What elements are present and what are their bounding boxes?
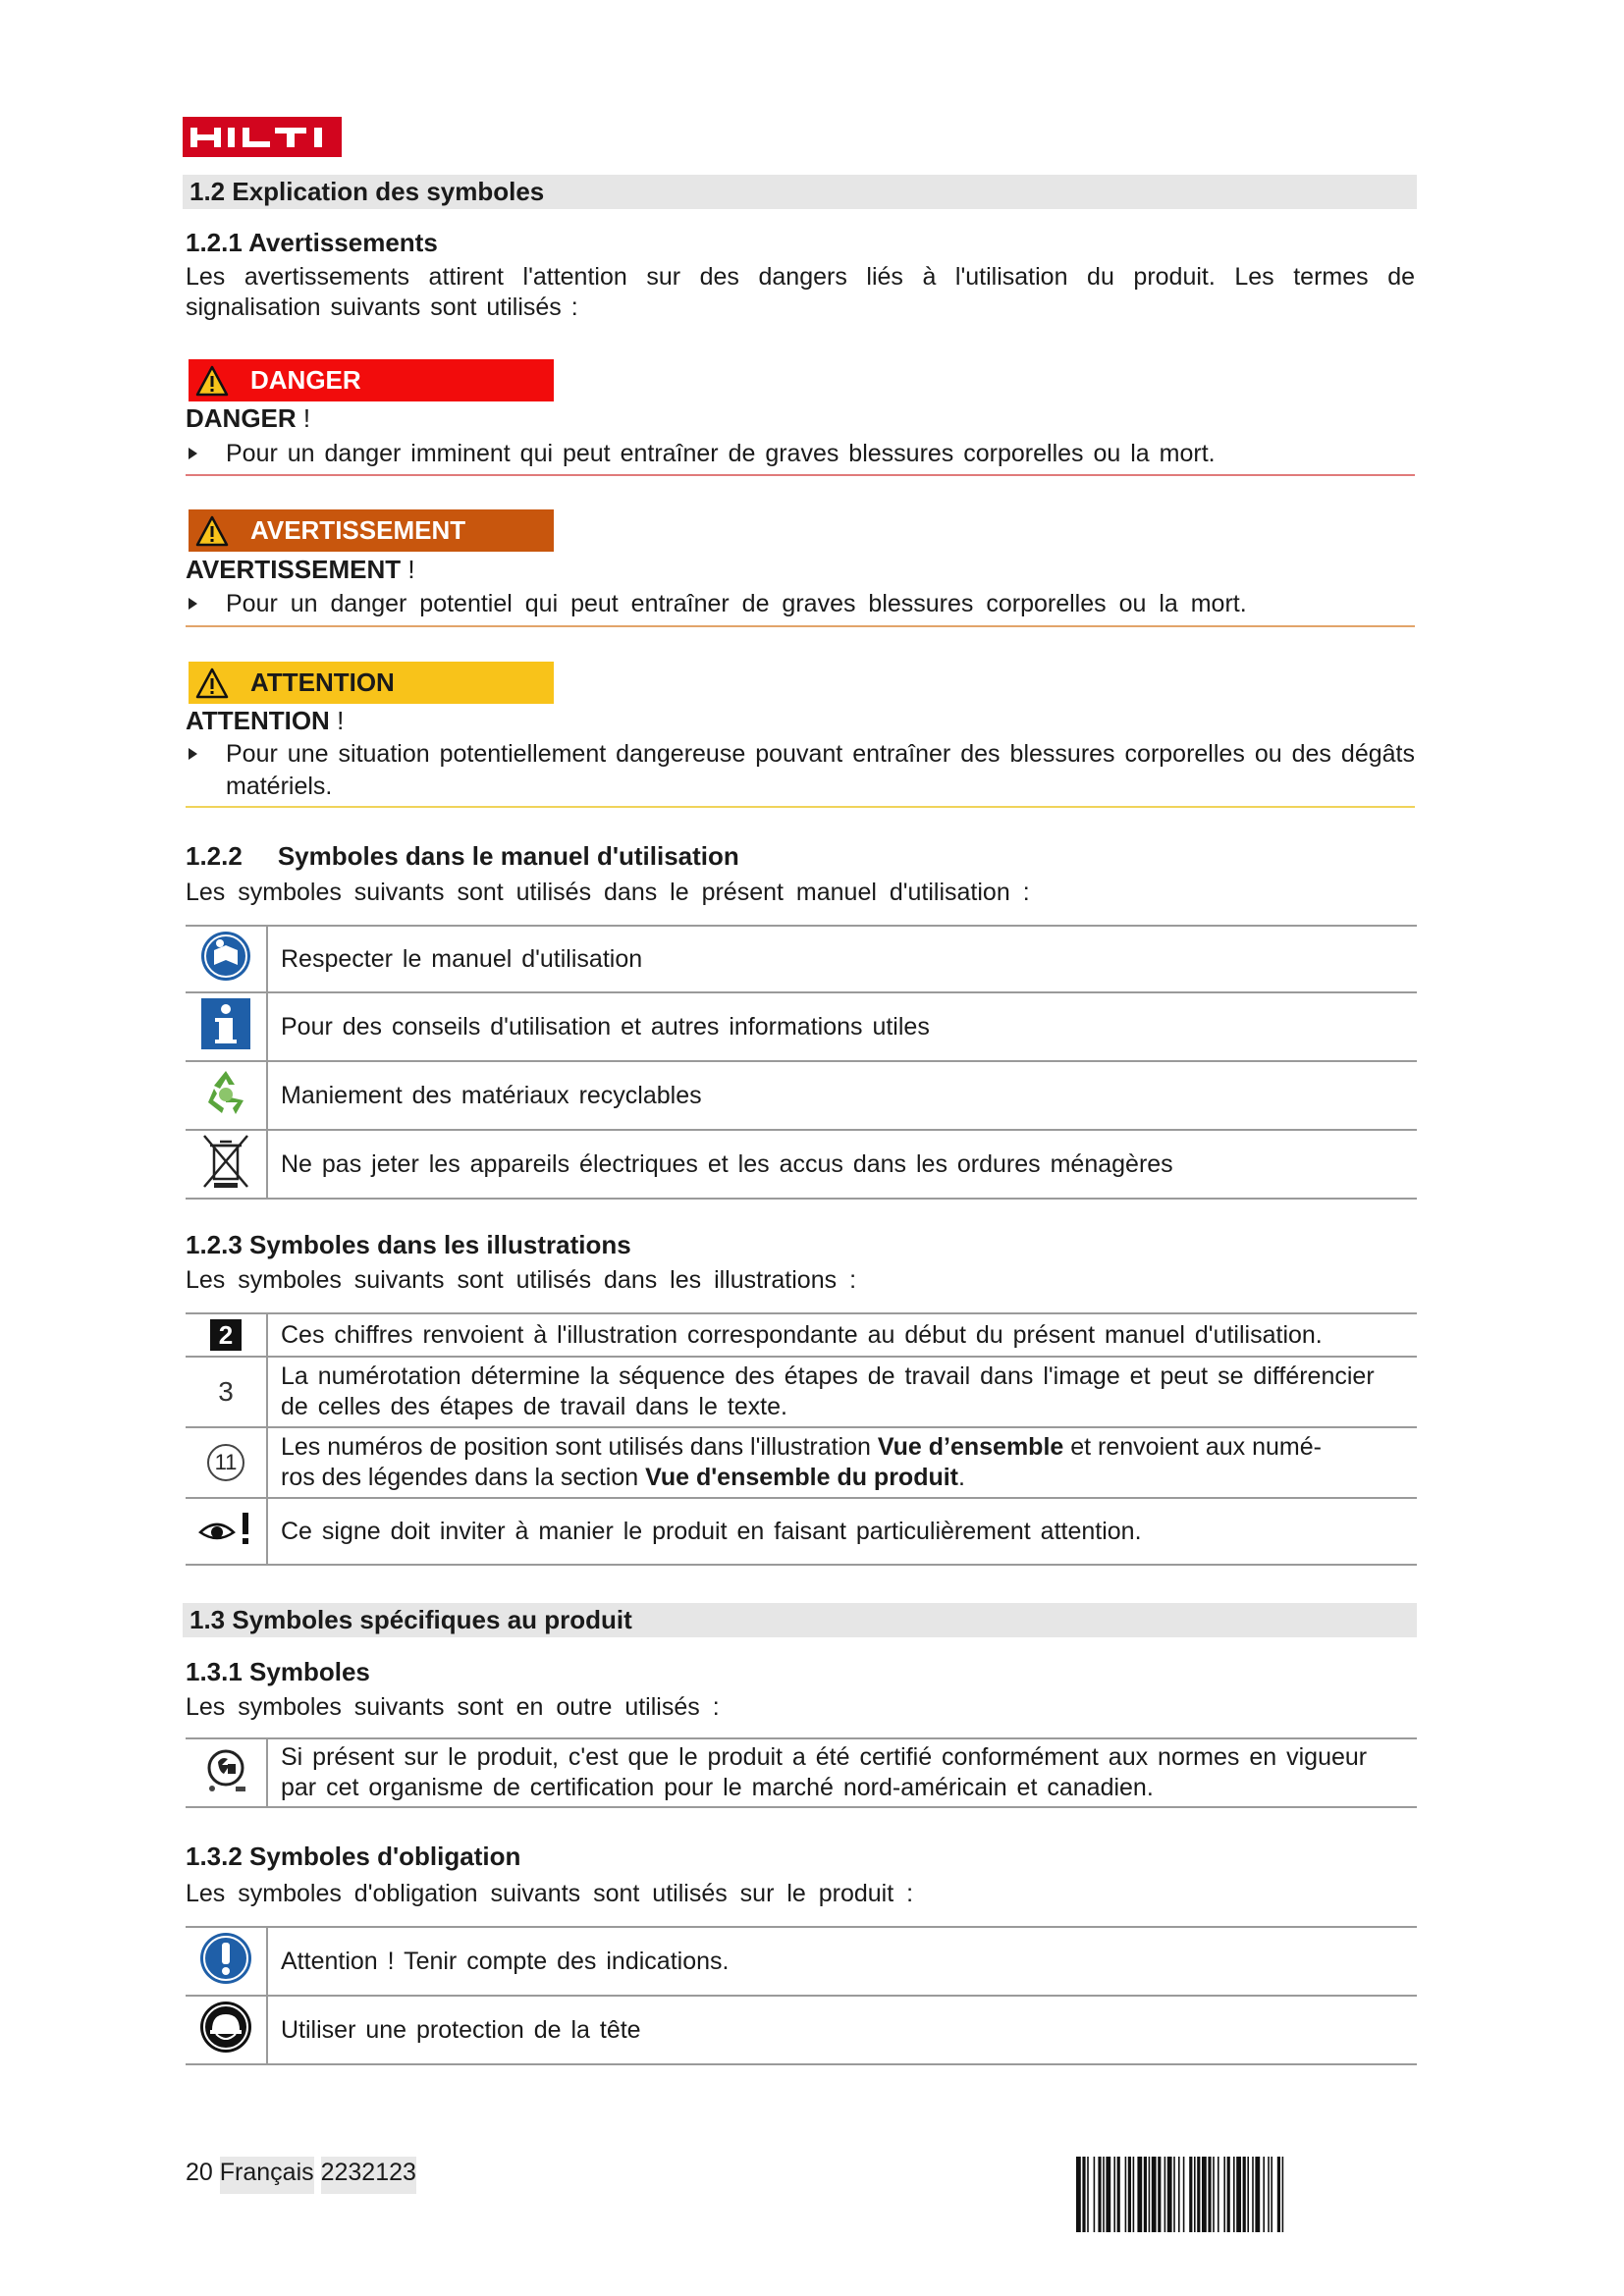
step-number-label: 3 [218, 1376, 234, 1407]
danger-signal-box [189, 359, 554, 401]
table-cell-icon [186, 926, 267, 992]
barcode-bar [1167, 2157, 1172, 2232]
footer-language: Français [220, 2157, 314, 2194]
table-row [186, 1996, 1417, 2064]
barcode-bar [1087, 2157, 1089, 2232]
table-cell-icon [186, 1427, 267, 1498]
table-row [186, 1427, 1417, 1498]
warning-signal-box [189, 509, 554, 552]
table-cell-icon [186, 1738, 267, 1807]
table-row [186, 926, 1417, 992]
warning-triangle-icon [195, 515, 229, 547]
mandatory-exclamation-icon [199, 1932, 252, 1985]
bullet-arrow-icon [189, 748, 197, 760]
info-row-text: Pour des conseils d'utilisation et autres informations utiles [267, 992, 1417, 1061]
table-cell-icon [186, 1357, 267, 1427]
table-row [186, 1357, 1417, 1427]
barcode-bar [1106, 2157, 1110, 2232]
barcode-bar [1213, 2157, 1215, 2232]
danger-title-word: DANGER [186, 403, 297, 433]
barcode-bar [1233, 2157, 1235, 2232]
barcode-bar [1076, 2157, 1081, 2232]
position-line2-bold: Vue d'ensemble du produit [645, 1464, 959, 1491]
barcode-bar [1173, 2157, 1175, 2232]
caution-signal-label: ATTENTION [250, 667, 395, 697]
table-cell-icon [186, 1927, 267, 1996]
position-line1-text-a: Les numéros de position sont utilisés dans l'illustration [281, 1433, 878, 1461]
warning-triangle-icon [195, 365, 229, 397]
danger-signal-label: DANGER [250, 365, 361, 395]
table-cell-icon [186, 1996, 267, 2064]
barcode-bar [1247, 2157, 1249, 2232]
figure-row-text: Ces chiffres renvoient à l'illustration correspondante au début du présent manuel d'utilisation. [267, 1313, 1417, 1357]
barcode-bar [1133, 2157, 1135, 2232]
table-row [186, 1061, 1417, 1130]
barcode-bar [1137, 2157, 1142, 2232]
illustration-symbols-intro: Les symboles suivants sont utilisés dans les illustrations : [186, 1266, 857, 1294]
danger-text: Pour un danger imminent qui peut entraîner de graves blessures corporelles ou la mort. [226, 440, 1216, 467]
caution-bullet [186, 738, 1415, 803]
position-row-line1 [281, 1432, 1417, 1463]
barcode-bar [1271, 2157, 1272, 2232]
hilti-logo-mark [189, 125, 336, 150]
page-number: 20 [186, 2159, 213, 2186]
barcode-bar [1252, 2157, 1254, 2232]
barcode-bar [1164, 2157, 1166, 2232]
bullet-arrow-icon [189, 448, 197, 459]
table-cell-icon [186, 1498, 267, 1565]
caution-title-word: ATTENTION [186, 706, 330, 735]
warning-signal-label: AVERTISSEMENT [250, 515, 466, 545]
barcode-bar [1236, 2157, 1241, 2232]
barcode-bar [1282, 2157, 1284, 2232]
step-row-line2: de celles des étapes de travail dans le texte. [281, 1393, 787, 1420]
barcode-bar [1158, 2157, 1161, 2232]
product-symbols-table [186, 1737, 1417, 1808]
barcode-bar [1218, 2157, 1219, 2232]
position-row-line2 [281, 1463, 1417, 1493]
recycle-row-text: Maniement des matériaux recyclables [267, 1061, 1417, 1130]
position-number-circle: 11 [207, 1444, 244, 1481]
position-line1-text-c: et renvoient aux numé- [1063, 1433, 1322, 1461]
table-row [186, 1927, 1417, 1996]
barcode-bar [1223, 2157, 1225, 2232]
warning-title-suffix: ! [401, 555, 415, 584]
barcode-bar [1183, 2157, 1185, 2232]
csa-row-line1: Si présent sur le produit, c'est que le produit a été certifié conformément aux normes en vigueur [281, 1743, 1368, 1771]
barcode-bar [1263, 2157, 1265, 2232]
hilti-logo [183, 117, 342, 157]
barcode-bar [1117, 2157, 1120, 2232]
warning-text: Pour un danger potentiel qui peut entraîner de graves blessures corporelles ou la mort. [226, 590, 1247, 617]
barcode-bar [1208, 2157, 1211, 2232]
step-row-line1: La numérotation détermine la séquence des étapes de travail dans l'image et peut se différencier [281, 1362, 1375, 1390]
caution-signal-box [189, 662, 554, 704]
subsection-heading-1-2-3: 1.2.3 Symboles dans les illustrations [186, 1230, 631, 1259]
barcode-bar [1189, 2157, 1192, 2232]
table-cell-icon [186, 1130, 267, 1199]
barcode-bar [1277, 2157, 1280, 2232]
mandatory-attention-text: Attention ! Tenir compte des indications. [267, 1927, 1417, 1996]
footer-doc-number: 2232123 [321, 2157, 416, 2194]
section-heading-1-3: 1.3 Symboles spécifiques au produit [183, 1603, 1417, 1637]
barcode-bar [1082, 2157, 1085, 2232]
subsection-heading-1-2-2 [186, 841, 739, 872]
table-row [186, 992, 1417, 1061]
warning-divider [186, 625, 1415, 627]
warning-bullet [186, 588, 1415, 620]
table-cell-icon [186, 992, 267, 1061]
section-heading-1-2: 1.2 Explication des symboles [183, 175, 1417, 209]
barcode-bar [1128, 2157, 1131, 2232]
caution-divider [186, 806, 1415, 808]
position-line2-text-a: ros des légendes dans la section [281, 1464, 646, 1491]
danger-divider [186, 474, 1415, 476]
figure-number-badge: 2 [210, 1319, 242, 1351]
barcode-bar [1202, 2157, 1207, 2232]
table-row [186, 1738, 1417, 1807]
manual-symbols-intro: Les symboles suivants sont utilisés dans le présent manuel d'utilisation : [186, 879, 1030, 906]
barcode-bar [1149, 2157, 1151, 2232]
danger-title-suffix: ! [296, 403, 311, 433]
csa-row-line2: par cet organisme de certification pour le marché nord-américain et canadien. [281, 1774, 1154, 1801]
barcode-bar [1194, 2157, 1196, 2232]
table-cell-icon [186, 1313, 267, 1357]
crossed-bin-icon [200, 1132, 251, 1191]
step-row-text [267, 1357, 1417, 1427]
danger-bullet [186, 438, 1415, 470]
table-cell-icon [186, 1061, 267, 1130]
barcode-bar [1152, 2157, 1157, 2232]
csa-mark-icon [200, 1744, 251, 1795]
bin-row-text: Ne pas jeter les appareils électriques et les accus dans les ordures ménagères [267, 1130, 1417, 1199]
subsection-heading-1-3-2: 1.3.2 Symboles d'obligation [186, 1842, 521, 1871]
position-line2-text-c: . [958, 1464, 965, 1491]
subsection-heading-1-3-1: 1.3.1 Symboles [186, 1657, 370, 1686]
table-row [186, 1130, 1417, 1199]
subsection-number-1-2-2: 1.2.2 [186, 841, 243, 871]
barcode-bar [1094, 2157, 1096, 2232]
caution-title-suffix: ! [329, 706, 345, 735]
barcode-bar [1227, 2157, 1230, 2232]
bullet-arrow-icon [189, 598, 197, 610]
head-protection-text: Utiliser une protection de la tête [267, 1996, 1417, 2064]
illustration-symbols-table [186, 1312, 1417, 1566]
manual-symbols-table [186, 925, 1417, 1200]
barcode-bar [1178, 2157, 1180, 2232]
barcode-bar [1243, 2157, 1246, 2232]
recycle-icon [200, 1067, 251, 1118]
position-line1-bold: Vue d’ensemble [877, 1433, 1064, 1461]
barcode-bar [1098, 2157, 1101, 2232]
page-footer [186, 2159, 416, 2187]
csa-row-text [267, 1738, 1417, 1807]
caution-title [186, 706, 344, 736]
warning-title-word: AVERTISSEMENT [186, 555, 402, 584]
table-row [186, 1498, 1417, 1565]
danger-title [186, 403, 310, 434]
barcode-bar [1125, 2157, 1127, 2232]
subsection-title-1-2-2: Symboles dans le manuel d'utilisation [277, 841, 739, 871]
barcode-bar [1197, 2157, 1200, 2232]
position-row-text [267, 1427, 1417, 1498]
manual-row-text: Respecter le manuel d'utilisation [267, 926, 1417, 992]
manual-icon [200, 931, 251, 982]
caution-text: Pour une situation potentiellement dangereuse pouvant entraîner des blessures corporelles ou des dégâts matériels. [226, 740, 1415, 800]
mandatory-symbols-intro: Les symboles d'obligation suivants sont utilisés sur le produit : [186, 1880, 914, 1907]
subsection-heading-1-2-1: 1.2.1 Avertissements [186, 228, 438, 257]
barcode-bar [1255, 2157, 1260, 2232]
warnings-intro-line2: signalisation suivants sont utilisés : [186, 294, 578, 321]
barcode-bar [1103, 2157, 1105, 2232]
head-protection-icon [199, 2001, 252, 2054]
table-row [186, 1313, 1417, 1357]
barcode-bar [1268, 2157, 1270, 2232]
info-icon [201, 998, 250, 1049]
product-symbols-intro: Les symboles suivants sont en outre utilisés : [186, 1693, 720, 1721]
mandatory-symbols-table [186, 1926, 1417, 2065]
warning-title [186, 555, 415, 585]
warning-triangle-icon [195, 667, 229, 699]
barcode-bar [1144, 2157, 1147, 2232]
barcode-bar [1113, 2157, 1115, 2232]
eye-attention-icon [197, 1509, 254, 1548]
warnings-intro-line1: Les avertissements attirent l'attention sur des dangers liés à l'utilisation du produit. Les termes de [186, 263, 1415, 291]
barcode-image [1076, 2157, 1412, 2232]
eye-row-text: Ce signe doit inviter à manier le produit en faisant particulièrement attention. [267, 1498, 1417, 1565]
